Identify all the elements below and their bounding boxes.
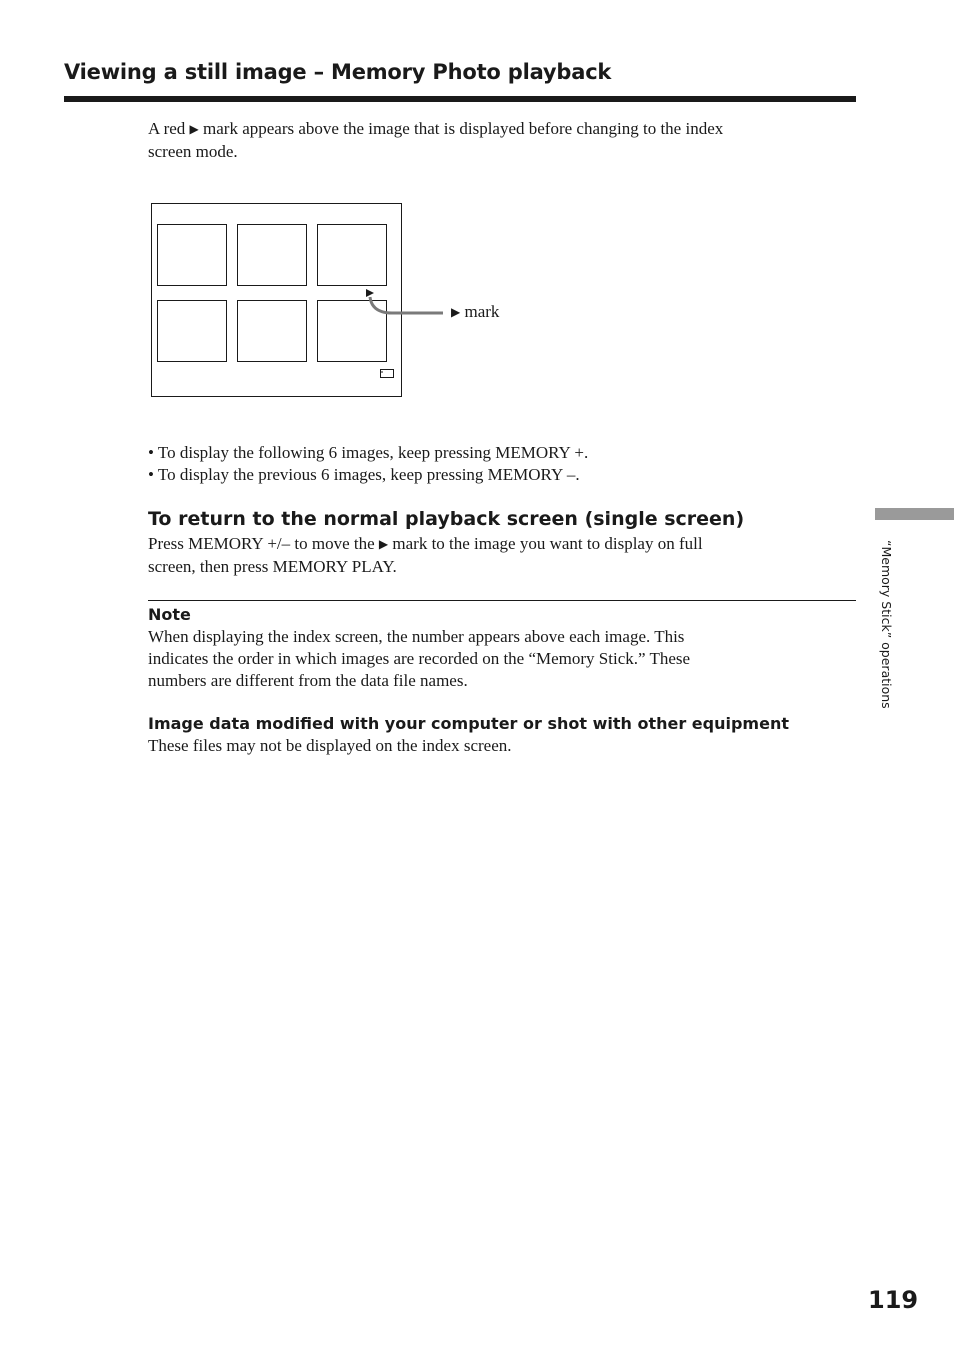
callout-label: [451, 302, 499, 322]
intro-text-line2: screen mode.: [148, 142, 238, 161]
note-line: When displaying the index screen, the number appears above each image. This: [148, 627, 685, 646]
intro-text-pre: A red: [148, 119, 190, 138]
callout-leader: [0, 0, 954, 420]
play-mark-icon: ▶: [378, 537, 389, 551]
play-mark-icon: [366, 289, 374, 297]
note-heading: Note: [148, 605, 191, 624]
list-item: • To display the previous 6 images, keep pressing MEMORY –.: [148, 465, 580, 484]
callout-label-text: mark: [464, 302, 500, 321]
side-tab-marker: [875, 508, 954, 520]
intro-text-post: mark appears above the image that is displayed before changing to the index: [198, 119, 724, 138]
play-mark-icon: ▶: [189, 122, 199, 136]
return-text-post: mark to the image you want to display on full: [388, 534, 703, 553]
list-item: • To display the following 6 images, keep pressing MEMORY +.: [148, 443, 589, 462]
note-paragraph: [148, 626, 853, 692]
callout-line: [370, 297, 443, 313]
play-mark-icon: ▶: [451, 305, 461, 319]
modified-paragraph: These files may not be displayed on the index screen.: [148, 736, 512, 755]
note-divider: [148, 600, 856, 601]
note-line: indicates the order in which images are recorded on the “Memory Stick.” These: [148, 649, 691, 668]
section-title: Viewing a still image – Memory Photo playback: [64, 60, 612, 84]
modified-section-title: Image data modified with your computer or shot with other equipment: [148, 714, 789, 733]
bullet-list: [148, 442, 588, 486]
note-line: numbers are different from the data file names.: [148, 671, 468, 690]
page-number: 119: [868, 1286, 919, 1314]
return-text-line2: screen, then press MEMORY PLAY.: [148, 557, 397, 576]
return-text-pre: Press MEMORY +/– to move the: [148, 534, 379, 553]
return-section-title: To return to the normal playback screen (single screen): [148, 508, 745, 530]
side-section-label: “Memory Stick” operations: [879, 540, 894, 709]
return-paragraph: [148, 533, 853, 578]
